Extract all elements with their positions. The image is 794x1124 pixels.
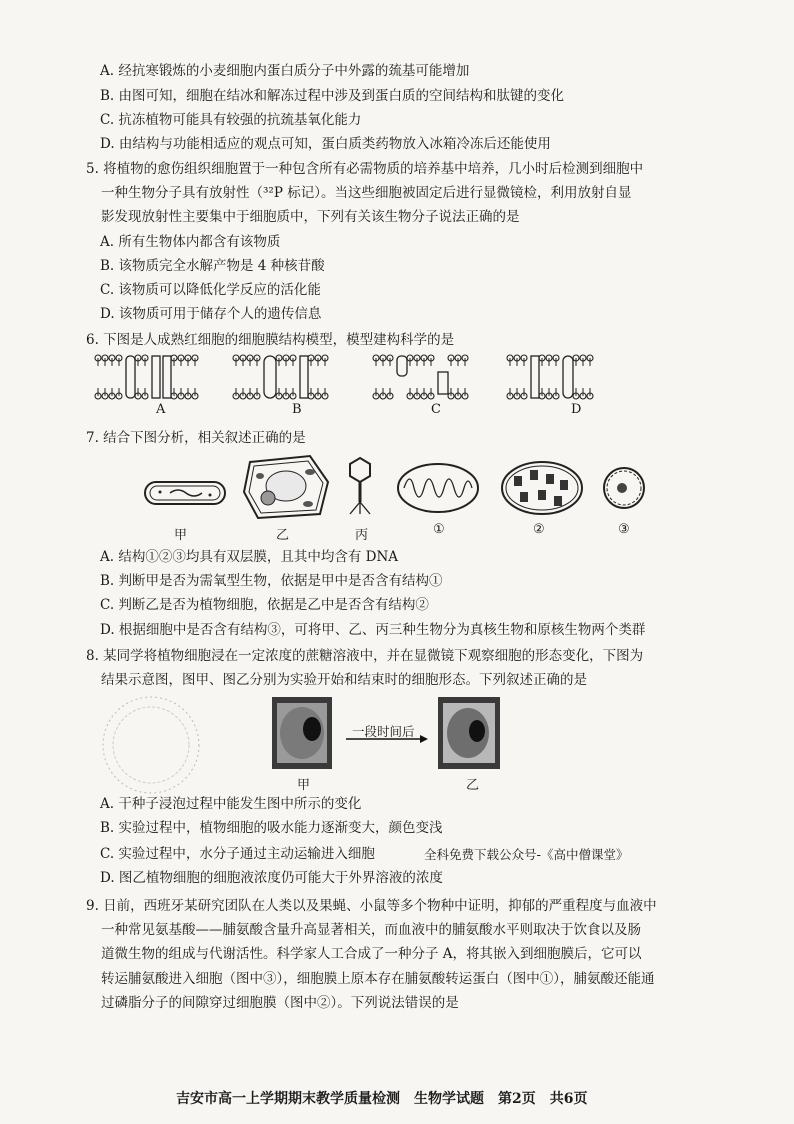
q9-stem-line1: 9. 日前，西班牙某研究团队在人类以及果蝇、小鼠等多个物种中证明，抑郁的严重程度与血液中 <box>86 898 657 914</box>
membrane-model-b <box>233 355 328 399</box>
label-2: ② <box>533 522 545 537</box>
cell-jia <box>272 697 332 769</box>
q8-stem-line2: 结果示意图，图甲、图乙分别为实验开始和结束时的细胞形态。下列叙述正确的是 <box>101 672 587 688</box>
membrane-models-figure <box>98 354 588 400</box>
q8-option-d: D. 图乙植物细胞的细胞液浓度仍可能大于外界溶液的浓度 <box>100 870 443 886</box>
q4-option-d: D. 由结构与功能相适应的观点可知，蛋白质类药物放入冰箱冷冻后还能使用 <box>100 136 551 152</box>
q4-option-a: A. 经抗寒锻炼的小麦细胞内蛋白质分子中外露的巯基可能增加 <box>100 63 470 79</box>
label-1: ① <box>433 522 445 537</box>
cell-label-jia: 甲 <box>297 778 311 793</box>
q7-option-a: A. 结构①②③均具有双层膜，且其中均含有 DNA <box>100 549 399 565</box>
q9-stem-line4: 转运脯氨酸进入细胞（图中③），细胞膜上原本存在脯氨酸转运蛋白（图中①），脯氨酸还能通 <box>101 971 655 987</box>
q8-stem-line1: 8. 某同学将植物细胞浸在一定浓度的蔗糖溶液中，并在显微镜下观察细胞的形态变化，下图为 <box>86 648 644 664</box>
q5-option-c: C. 该物质可以降低化学反应的活化能 <box>100 282 321 298</box>
q5-option-a: A. 所有生物体内都含有该物质 <box>100 234 281 250</box>
q7-option-b: B. 判断甲是否为需氧型生物，依据是甲中是否含有结构① <box>100 573 443 589</box>
q5-stem-line3: 影发现放射性主要集中于细胞质中，下列有关该生物分子说法正确的是 <box>101 209 520 225</box>
q8-option-b: B. 实验过程中，植物细胞的吸水能力逐渐变大，颜色变浅 <box>100 820 443 836</box>
q4-option-b: B. 由图可知，细胞在结冰和解冻过程中涉及到蛋白质的空间结构和肽键的变化 <box>100 88 565 104</box>
q5-option-d: D. 该物质可用于储存个人的遗传信息 <box>100 306 322 322</box>
page-footer: 吉安市高一上学期期末教学质量检测 生物学试题 第2页 共6页 <box>176 1091 588 1107</box>
label-jia: 甲 <box>174 528 188 543</box>
label-3: ③ <box>618 522 630 537</box>
q9-stem-line2: 一种常见氨基酸——脯氨酸含量升高显著相关，而血液中的脯氨酸水平则取决于饮食以及肠 <box>101 922 641 938</box>
watermark-text: 全科免费下载公众号-《高中僧课堂》 <box>424 847 629 862</box>
q7-option-c: C. 判断乙是否为植物细胞，依据是乙中是否含有结构② <box>100 597 429 613</box>
nucleus-3 <box>604 468 644 508</box>
q9-stem-line5: 过磷脂分子的间隙穿过细胞膜（图中②）。下列说法错误的是 <box>101 995 459 1011</box>
label-yi: 乙 <box>276 528 290 543</box>
model-label-b: B <box>292 402 302 417</box>
q5-option-b: B. 该物质完全水解产物是 4 种核苷酸 <box>100 258 325 274</box>
model-label-c: C <box>431 402 441 417</box>
chloroplast-2 <box>502 462 582 514</box>
model-label-a: A <box>156 402 166 417</box>
phage-bing <box>350 458 370 514</box>
mitochondrion-1 <box>398 464 478 512</box>
membrane-model-d <box>507 355 593 399</box>
q8-option-a: A. 干种子浸泡过程中能发生图中所示的变化 <box>100 796 362 812</box>
membrane-model-c <box>373 355 468 399</box>
cell-structures-figure <box>140 452 660 522</box>
arrow-label: 一段时间后 <box>352 724 415 739</box>
q5-stem-line1: 5. 将植物的愈伤组织细胞置于一种包含所有必需物质的培养基中培养，几小时后检测到细胞中 <box>86 161 644 177</box>
q9-stem-line3: 道微生物的组成与代谢活性。科学家人工合成了一种分子 A，将其嵌入到细胞膜后，它可以 <box>101 946 642 962</box>
q7-option-d: D. 根据细胞中是否含有结构③，可将甲、乙、丙三种生物分为真核生物和原核生物两个类群 <box>100 622 646 638</box>
faint-stamp <box>96 690 206 800</box>
q5-stem-line2: 一种生物分子具有放射性（³²P 标记）。当这些细胞被固定后进行显微镜检，利用放射自显 <box>101 185 632 201</box>
model-label-d: D <box>571 402 582 417</box>
membrane-model-a <box>95 355 198 399</box>
q8-option-c: C. 实验过程中，水分子通过主动运输进入细胞 <box>100 846 375 862</box>
bacterium-jia <box>145 482 225 504</box>
q4-option-c: C. 抗冻植物可能具有较强的抗巯基氧化能力 <box>100 112 362 128</box>
cell-label-yi: 乙 <box>466 778 480 793</box>
cell-yi <box>438 697 500 769</box>
q6-stem: 6. 下图是人成熟红细胞的细胞膜结构模型，模型建构科学的是 <box>86 332 455 348</box>
label-bing: 丙 <box>355 528 369 543</box>
q7-stem: 7. 结合下图分析，相关叙述正确的是 <box>86 430 306 446</box>
plant-cell-yi <box>244 456 328 518</box>
